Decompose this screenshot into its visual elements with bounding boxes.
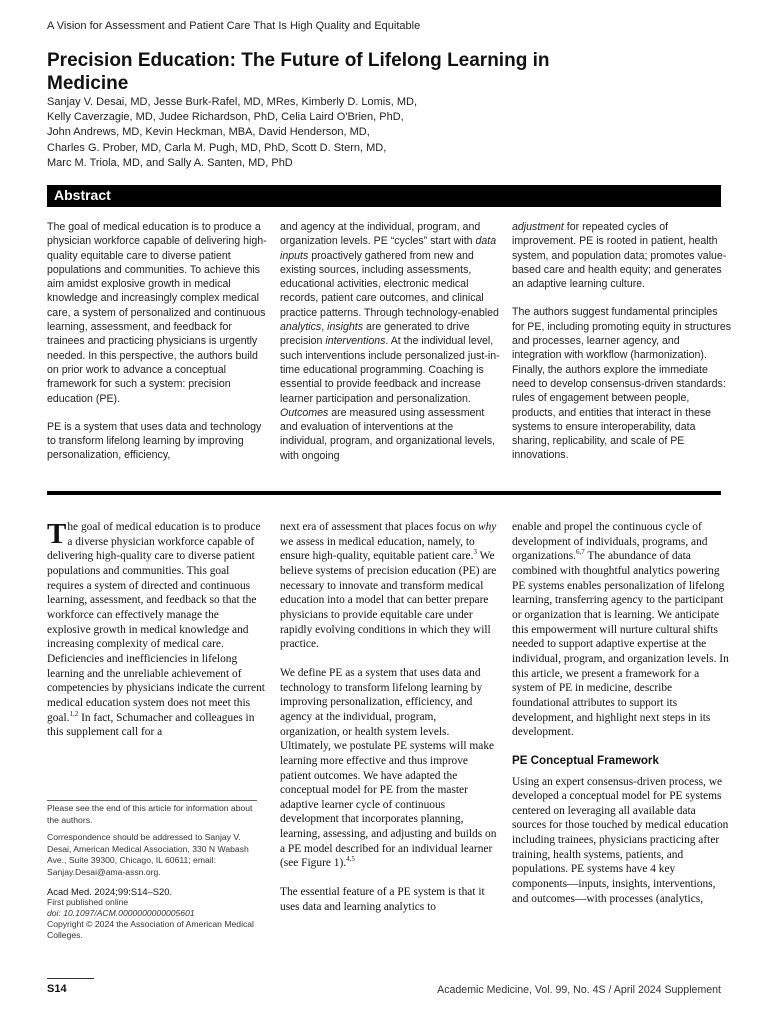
abstract-paragraph: The authors suggest fundamental principles for PE, including promoting equity in structures and processes, learner agency, and integration with workflow (harmonization). Finally, the authors explore the immediate need to develop consensus-driven standards: rules of engagement between people, products, and entities that interact in these systems to ensure interoperability, data sharing, replicability, and scale of PE innovations. [512,306,732,462]
citation-ref: 3 [473,548,477,557]
footnotes [47,803,262,884]
author-list [47,95,487,171]
abstract-column-1 [47,220,267,477]
abstract-paragraph: PE is a system that uses data and technology to transform lifelong learning by improving personalization, efficiency, [47,420,262,462]
body-column-3 [512,520,730,920]
abstract-column-3 [512,220,732,477]
citation-block [47,886,262,941]
drop-cap: T [47,518,67,550]
footnote-correspondence: Correspondence should be addressed to Sanjay V. Desai, American Medical Association, 330 N Wabash Ave., Suite 39300, Chicago, IL 60611; email: Sanjay.Desai@ama-assn.org. [47,832,249,877]
body-paragraph: The essential feature of a PE system is that it uses data and learning analytics to [280,886,485,913]
body-paragraph: enable and propel the continuous cycle of development of individuals, programs, and organizations.$^{6,7}$ The abundance of data combined with thoughtful analytics powering PE systems enables personalization of lifelong learning, transferring agency to the participant or organization that is learning. We anticipate this empowerment will nurture cultural shifts needed to support adaptive expertise at the individual, program, and organization levels. In this article, we present a framework for a system of PE in medicine, describe foundational attributes to support its development, and highlight next steps in its development. [512,521,729,739]
citation-copyright: Copyright © 2024 the Association of American Medical Colleges. [47,919,254,940]
citation-published: First published online [47,897,129,907]
author-line: Marc M. Triola, MD, and Sally A. Santen, MD, PhD [47,156,293,169]
abstract-heading: Abstract [54,187,111,203]
folio-divider [47,978,94,979]
body-paragraph: We define PE as a system that uses data and technology to transform lifelong learning by improving personalization, efficiency, and agency at the individual, program, organization, or health system levels. Ultimately, we postulate PE systems will make learning more effective and thus improve patient outcomes. We have adapted the conceptual model for PE from the master adaptive learner cycle of continuous development that incorporates planning, learning, assessing, and adjusting and builds on a PE model described for an individual learner (see Figure 1).$^{4,5}$ [280,666,497,870]
author-line: Sanjay V. Desai, MD, Jesse Burk-Rafel, MD, MRes, Kimberly D. Lomis, MD, [47,96,418,108]
footnote-divider [47,800,257,801]
section-heading: PE Conceptual Framework [512,753,659,767]
body-paragraph: next era of assessment that places focus on why we assess in medical education, namely, to ensure high-quality, equitable patient care.$^3$ We believe systems of precision education (PE) are necessary to innovate and transform medical education into a model that can better prepare physicians to provide equitable care under rapidly evolving conditions in which they will practice. [280,521,497,651]
citation-ref: 1,2 [69,709,79,718]
article-title: Precision Education: The Future of Lifelong Learning in Medicine [47,50,550,94]
citation-doi[interactable]: doi: 10.1097/ACM.0000000000005601 [47,908,195,918]
abstract-banner [47,185,721,207]
abstract-paragraph: and agency at the individual, program, and organization levels. PE “cycles” start with data inputs proactively gathered from new and existing sources, including assessments, educational activities, electronic medical records, patient care outcomes, and clinical practice patterns. Through technology-enabled analytics, insights are generated to drive precision interventions. At the individual level, such interventions include personalized just-in-time educational programming. Coaching is essential to provide feedback and increase learner participation and personalization. Outcomes are measured using assessment and evaluation of interventions at the individual, program, and organizational levels, with ongoing [280,221,500,462]
author-line: John Andrews, MD, Kevin Heckman, MBA, David Henderson, MD, [47,126,370,139]
body-paragraph: The goal of medical education is to produce a diverse physician workforce capable of delivering high-quality care to diverse patient populations and communities. This goal requires a system of directed and continuous learning, assessment, and feedback so that the workforce can effectively manage the explosive growth in medical knowledge and increasing complexity of medical care. Deficiencies and inefficiencies in lifelong learning and the unreliable achievement of competencies by physicians indicate the current medical education system does not meet this goal.$^{1,2}$ In fact, Schumacher and colleagues in this supplement call for a [47,518,265,739]
citation-journal: Acad Med. 2024;99:S14–S20. [47,886,173,897]
journal-footer: Academic Medicine, Vol. 99, No. 4S / April 2024 Supplement [437,984,721,996]
author-line: Kelly Caverzagie, MD, Judee Richardson, PhD, Celia Laird O'Brien, PhD, [47,111,404,124]
page-number: S14 [47,983,67,995]
body-column-1 [47,520,265,754]
abstract-column-2 [280,220,500,477]
author-line: Charles G. Prober, MD, Carla M. Pugh, MD, PhD, Scott D. Stern, MD, [47,141,387,154]
body-column-2 [280,520,498,928]
citation-ref: 4,5 [346,855,355,864]
abstract-divider [47,491,721,495]
abstract-paragraph: The goal of medical education is to produce a physician workforce capable of delivering high-quality equitable care to diverse patient populations and communities. To achieve this aim amidst explosive growth in medical knowledge and increasingly complex medical care, a system of personalized and continuous learning, assessment, and feedback for trainees and practicing physicians is urgently needed. In this perspective, the authors build on prior work to advance a conceptual framework for such a system: precision education (PE). [47,221,267,405]
citation-ref: 6,7 [576,548,585,557]
running-head: A Vision for Assessment and Patient Care That Is High Quality and Equitable [47,20,421,32]
footnote-authors: Please see the end of this article for information about the authors. [47,803,253,825]
abstract-paragraph: adjustment for repeated cycles of improvement. PE is rooted in patient, health system, and population data; promotes value-based care and health equity; and generates an adaptive learning culture. [512,221,727,291]
body-paragraph: Using an expert consensus-driven process, we developed a conceptual model for PE systems centered on leveraging all available data sources for those touched by medical education including trainees, physicians practicing after training, health systems, patients, and populations. PE systems have 4 key components—inputs, insights, interventions, and outcomes—with processes (analytics, [512,775,729,905]
